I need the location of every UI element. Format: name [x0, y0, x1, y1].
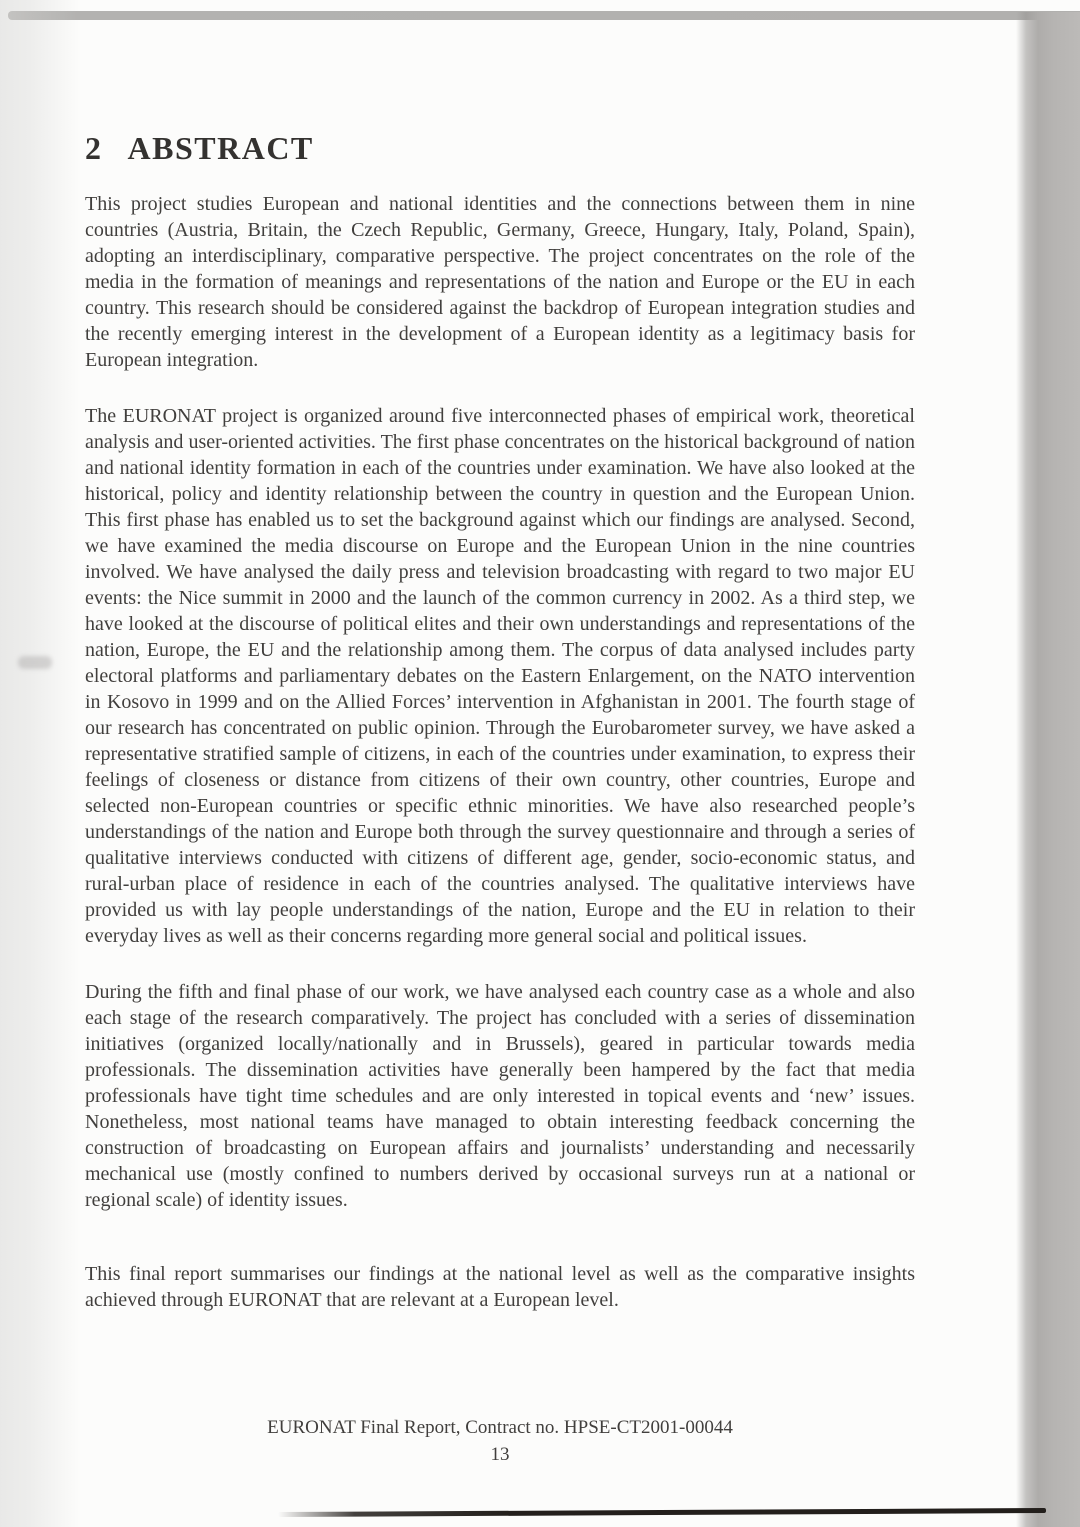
page-content — [85, 130, 915, 1343]
scan-left-edge-shading — [0, 0, 80, 1527]
scan-smudge-artifact — [18, 656, 52, 669]
scan-top-edge-band — [8, 11, 1080, 20]
scan-bottom-page-edge — [278, 1508, 1046, 1517]
abstract-paragraph-3: During the fifth and final phase of our work, we have analysed each country case as a whole and also each stage of the research comparatively. The project has concluded with a series of dissemination initiatives (organized locally/nationally and in Brussels), geared in particular towards media professionals. The dissemination activities have generally been hampered by the fact that media professionals have tight time schedules and are only interested in topical events and ‘new’ issues. Nonetheless, most national teams have managed to obtain interesting feedback concerning the construction of broadcasting on European affairs and journalists’ understanding and necessarily mechanical use (mostly confined to numbers derived by occasional surveys run at a national or regional scale) of identity issues. — [85, 981, 915, 1211]
page-footer — [85, 1416, 915, 1467]
abstract-paragraph-1: This project studies European and national identities and the connections between them in nine countries (Austria, Britain, the Czech Republic, Germany, Greece, Hungary, Italy, Poland, Spain), adopting an interdisciplinary, comparative perspective. The project concentrates on the role of the media in the formation of meanings and representations of the nation and Europe or the EU in each country. This research should be considered against the backdrop of European integration studies and the recently emerging interest in the development of a European identity as a legitimacy basis for European integration. — [85, 193, 915, 371]
scan-right-edge-band — [1016, 12, 1080, 1527]
section-number: 2 — [85, 130, 102, 166]
footer-report-title: EURONAT Final Report, Contract no. HPSE-CT2001-00044 — [267, 1417, 733, 1438]
closing-paragraph: This final report summarises our findings at the national level as well as the comparative insights achieved through EURONAT that are relevant at a European level. — [85, 1263, 915, 1311]
section-heading — [85, 130, 915, 167]
abstract-paragraph-2: The EURONAT project is organized around five interconnected phases of empirical work, theoretical analysis and user-oriented activities. The first phase concentrates on the historical background of nation and national identity formation in each of the countries under examination. We have also looked at the historical, policy and identity relationship between the country in question and the European Union. This first phase has enabled us to set the background against which our findings are analysed. Second, we have examined the media discourse on Europe and the European Union in the nine countries involved. We have analysed the daily press and television broadcasting with regard to two major EU events: the Nice summit in 2000 and the launch of the common currency in 2002. As a third step, we have looked at the discourse of political elites and their own understandings and representations of the nation, Europe, the EU and the relationship among them. The corpus of data analysed includes party electoral platforms and parliamentary debates on the Eastern Enlargement, on the NATO intervention in Kosovo in 1999 and on the Allied Forces’ intervention in Afghanistan in 2001. The fourth stage of our research has concentrated on public opinion. Through the Eurobarometer survey, we have asked a representative stratified sample of citizens, in each of the countries under examination, to express their feelings of closeness or distance from citizens of their own country, other countries, Europe and selected non-European countries or specific ethnic minorities. We have also researched people’s understandings of the nation and Europe both through the survey questionnaire and through a series of qualitative interviews conducted with citizens of different age, gender, socio-economic status, and rural-urban place of residence in each of the countries analysed. The qualitative interviews have provided us with lay people understandings of the nation, Europe and the EU in relation to their everyday lives as well as their concerns regarding more general social and political issues. — [85, 405, 915, 947]
section-title: ABSTRACT — [127, 130, 314, 166]
footer-page-number: 13 — [490, 1444, 510, 1465]
